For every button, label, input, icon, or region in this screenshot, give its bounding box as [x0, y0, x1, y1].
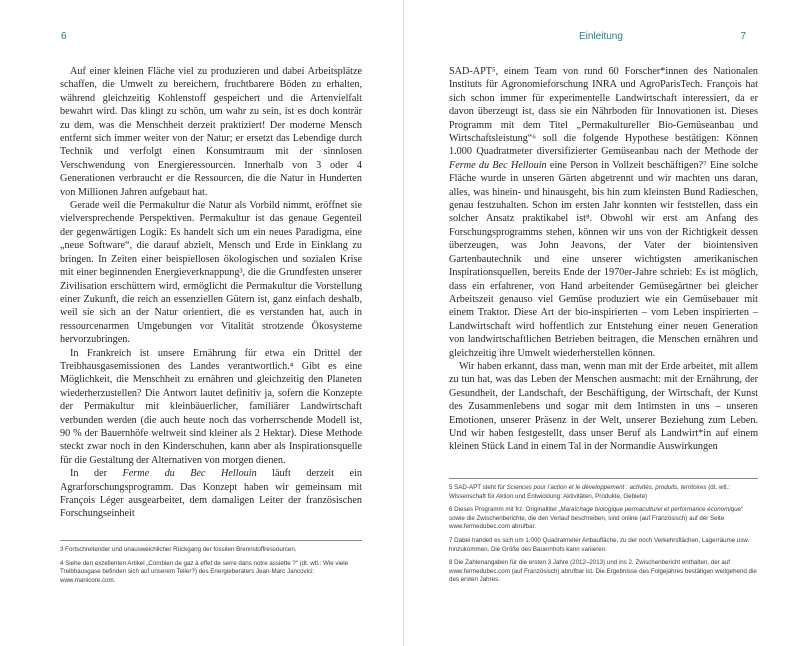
- left-paragraph-1: Auf einer kleinen Fläche viel zu produzieren und dabei Arbeitsplätze schaffen, die Umwelt zu bereichern, fruchtbarere Böden zu erhalten, während gleichzeitig Kohlenstoff gespeichert und die Artenvielfalt bewahrt wird. Das klingt zu schön, um wahr zu sein, ist es doch konträr zu dem, was die Menschheit derzeit praktiziert! Der moderne Mensch entfernt sich immer weiter von der Natur; er ersetzt das Lebendige durch Technik und verfolgt einen Konsumtraum mit der sinnlosen Verschwendung von Energieressourcen. Innerhalb von 3 oder 4 Generationen verbraucht er die Ressourcen, die die Natur in Hunderten von Millionen Jahren aufgebaut hat.: [60, 66, 362, 198]
- left-page-number: 6: [61, 31, 67, 42]
- left-page: [0, 0, 403, 646]
- footnote-6: [449, 506, 758, 532]
- footnote-5-italic: Sciences pour l’action et le développement : activités, produits, territoires: [506, 484, 707, 491]
- footnote-8: 8 Die Zahlenangaben für die ersten 3 Jahre (2012–2013) und ins 2. Zwischenbericht enthalten, der auf www.fermedubec.com (auf Französisch) abrufbar ist. Die Ergebnisse des Folgejahres bestätigen weitgehend die des ersten Jahres.: [449, 559, 757, 584]
- right-paragraph-1-start: SAD-APT⁵, einem Team von rund 60 Forscher*innen des Nationalen Instituts für Agronomieforschung INRA und AgroParisTech. François hat sich schon immer für experimentelle Landwirtschaft interessiert, da er davon überzeugt ist, dass sie ein Nährboden für Innovationen ist. Dieses Programm mit dem Titel „Permakultureller Bio-Gemüseanbau und Wirtschaftsleistung“⁶ soll die folgende Hypothese bestätigen: Können 1.000 Quadratmeter diversifizierter Gemüseanbau nach der Methode der: [449, 66, 758, 158]
- footnote-7: 7 Dabei handelt es sich um 1.000 Quadratmeter Anbaufläche, zu der noch Verkehrsflächen, Lagerräume usw. hinzukommen. Die Größe des Bauernhofs kann variieren.: [449, 536, 750, 553]
- footnote-6-end: “ sowie die Zwischenberichte, die den Verlauf beschreiben, sind online (auf Französisch) auf der Seite www.fermedubec.com abrufbar.: [449, 506, 744, 531]
- footnote-5-end: (dt. wtl.: Wissenschaft für Aktion und Entwicklung: Aktivitäten, Produkte, Gebiete): [449, 484, 730, 500]
- right-page: [404, 0, 808, 646]
- right-page-number: 7: [740, 31, 746, 42]
- right-footnotes: [449, 478, 758, 590]
- left-paragraph-4: [60, 467, 362, 521]
- footnote-3: 3 Fortschreitender und unausweichlicher Rückgang der fossilen Brennstoffressourcen.: [60, 546, 297, 553]
- footnote-4: 4 Siehe den exzellenten Artikel „Combien de gaz à effet de serre dans notre assiette ?“ (dt. wtl.: Wie viele Treibhausgase befinden sich auf unserem Teller?) des Energieberaters Jean-Marc Jancovici: www.manicore.com.: [60, 559, 349, 584]
- right-body-text: [449, 65, 758, 454]
- right-paragraph-1: [449, 65, 758, 360]
- left-paragraph-3: In Frankreich ist unsere Ernährung für etwa ein Drittel der Treibhausgasemissionen des Landes verantwortlich.⁴ Gibt es eine Möglichkeit, die Menschheit zu ernähren und gleichzeitig den Planeten wiederherzustellen? Die Antwort lautet definitiv ja, sofern die Konzepte der Permakultur mit kleinbäuerlicher, familiärer Landwirtschaft verbunden werden (die auch heute noch das vorherrschende Modell ist, 90 % der Bauernhöfe weltweit sind kleiner als 2 Hektar). Diese Methode steckt zwar noch in den Kinderschuhen, kann aber als Inspirationsquelle für die Gestaltung der Alternativen von morgen dienen.: [60, 347, 362, 466]
- farm-name-italic: Ferme du Bec Hellouin: [449, 159, 547, 171]
- left-paragraph-4-start: In der: [70, 468, 123, 480]
- farm-name-italic: Ferme du Bec Hellouin: [122, 468, 257, 480]
- footnote-6-start: 6 Dieses Programm mit frz. Originaltitel „: [449, 506, 561, 514]
- left-footnotes: [60, 540, 362, 590]
- left-body-text: [60, 65, 362, 521]
- left-paragraph-4-end: läuft derzeit ein Agrarforschungsprogramm. Das Konzept haben wir gemeinsam mit François Léger ausgearbeitet, dem damaligen Leiter der französischen Forschungseinheit: [60, 468, 363, 520]
- right-paragraph-2: Wir haben erkannt, dass man, wenn man mit der Erde arbeitet, mit allem zu tun hat, was das Leben der Menschen ausmacht: mit der Ernährung, der Gesundheit, der Landschaft, der Beschäftigung, der Wirtschaft, der Kunst des Zusammenlebens und sogar mit dem Intimsten in uns – unseren Emotionen, unserer Präsenz in der Welt, unserer Beziehung zum Leben. Und wir haben festgestellt, dass unser Beruf als Landwirt*in auf einem kleinen Stück Land in einem Tal in der Normandie Auswirkungen: [449, 360, 758, 453]
- left-paragraph-2: Gerade weil die Permakultur die Natur als Vorbild nimmt, eröffnet sie vielversprechende Perspektiven. Permakultur ist das genaue Gegenteil der gegenwärtigen Logik: Es handelt sich um ein neues Paradigma, eine „neue Software“, die darauf abzielt, Mensch und Erde in Einklang zu bringen. In Zeiten einer beispiellosen ökologischen und sozialen Krise mit einer beginnenden Energieverknappung³, die die Grundfesten unserer Zivilisation erschüttern wird, ermöglicht die Permakultur die Vorstellung einer Zukunft, die reich an essenziellen Gütern ist, ganz einfach deshalb, weil sie sich an der Natur orientiert, die es verstanden hat, auch in ressourcenarmen Umgebungen vor Vitalität strotzende Ökosysteme hervorzubringen.: [60, 200, 362, 346]
- right-paragraph-1-end: eine Person in Vollzeit beschäftigen?⁷ Eine solche Fläche wurde in unseren Gärten abgetrennt und wir machten uns daran, alles, was hinein- und hinausgeht, bis hin zum kleinsten Bund Radieschen, genau festzuhalten. Schon im ersten Jahr konnten wir feststellen, dass ein solcher Ansatz praktikabel ist⁸. Obwohl wir erst am Anfang des Forschungsprogramms stehen, können wir uns von der Richtigkeit dessen überzeugen, was John Jeavons, der Vater der biointensiven Gartenbautechnik und eine unserer wichtigsten amerikanischen Inspirationsquellen, bereits Ende der 1970er-Jahre schrieb: Es ist möglich, dass ein erfahrener, von Hand arbeitender Gemüsegärtner bei gleicher Arbeitszeit genauso viel Gemüse produziert wie ein Gemüsebauer mit einem Traktor. Diese Art der bio-inspirierten – vom Leben inspirierten – Landwirtschaft wird hoffentlich zur Entstehung einer neuen Generation von landwirtschaftlichen Betrieben beitragen, die Menschen ernähren und gleichzeitig ihre Umwelt wiederherstellen können.: [449, 159, 758, 359]
- footnote-5: [449, 484, 758, 501]
- footnote-5-start: 5 SAD-APT steht für: [449, 484, 507, 491]
- running-head: Einleitung: [579, 31, 623, 42]
- footnote-6-italic: Maraîchage biologique permaculturel et performance économique: [560, 506, 741, 514]
